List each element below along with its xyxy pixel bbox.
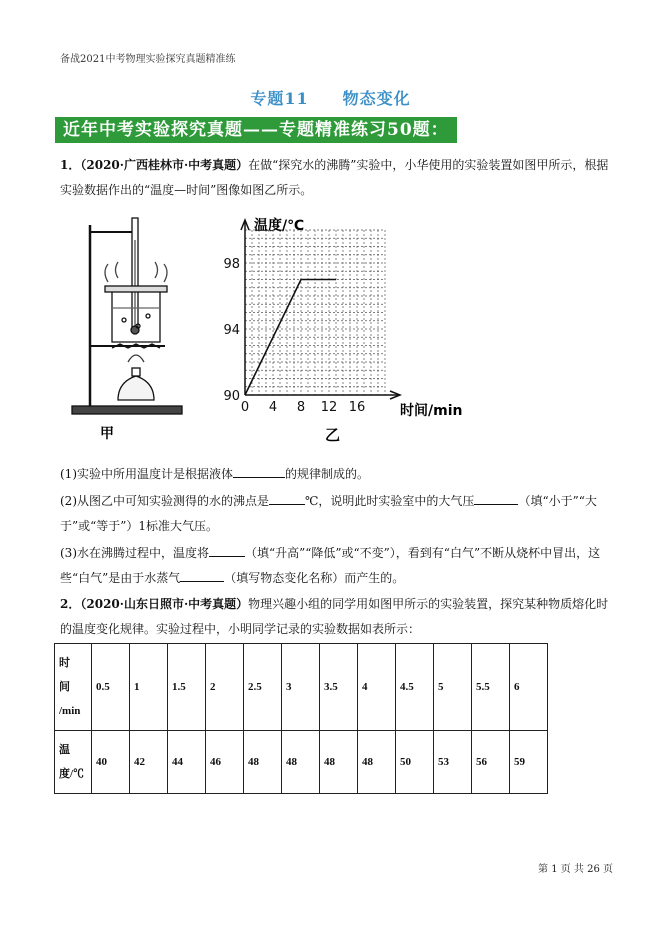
part-1-text-b: 的规律制成的。 [285, 467, 370, 481]
time-value-cell: 4 [358, 644, 396, 731]
beaker-lid [105, 286, 167, 292]
y-tick-label: 94 [223, 323, 240, 338]
temperature-value-cell: 44 [168, 731, 206, 794]
question-2-text: 物理兴趣小组的同学用如图甲所示的实验装置，探究某种物质熔化时的温度变化规律。实验过程中，小明同学记录的实验数据如表所示： [60, 597, 609, 636]
header-note: 备战2021中考物理实验探究真题精准练 [60, 54, 236, 65]
part-2-text-a: (2)从图乙中可知实验测得的水的沸点是 [60, 494, 269, 508]
x-tick-label: 12 [320, 400, 338, 415]
y-tick-label: 90 [223, 389, 240, 404]
time-header-line-2: 间 [59, 681, 70, 693]
temperature-value-cell: 48 [320, 731, 358, 794]
question-1-number: 1 [60, 158, 69, 172]
time-value-cell: 5.5 [472, 644, 510, 731]
section-banner: 近年中考实验探究真题——专题精准练习50题： [55, 117, 457, 143]
time-value-cell: 0.5 [92, 644, 130, 731]
topic-title: 专题11 物态变化 [250, 89, 411, 108]
question-1-text: 在做“探究水的沸腾”实验中，小华使用的实验装置如图甲所示，根据实验数据作出的“温度—时间”图像如图乙所示。 [60, 158, 609, 197]
part-2-text-b: ℃，说明此时实验室中的大气压 [305, 494, 475, 508]
temperature-value-cell: 56 [472, 731, 510, 794]
time-value-cell: 5 [434, 644, 472, 731]
figure-a-label: 甲 [100, 426, 114, 442]
time-value-cell: 2.5 [244, 644, 282, 731]
flame [128, 355, 144, 362]
temperature-header-cell [55, 731, 92, 794]
y-tick-label: 98 [223, 257, 240, 272]
part-3-text-c: （填写物态变化名称）而产生的。 [224, 571, 405, 585]
part-2-text-c: （填“小于”“大于”或“等于”）1标准大气压。 [60, 494, 597, 533]
part-3-text-a: (3)水在沸腾过程中，温度将 [60, 546, 209, 560]
temperature-value-cell: 50 [396, 731, 434, 794]
answer-blank-2[interactable] [269, 490, 305, 505]
time-value-cell: 2 [206, 644, 244, 731]
answer-blank-1[interactable] [233, 463, 285, 478]
answer-blank-3[interactable] [474, 490, 518, 505]
question-1-source: （2020·广西桂林市·中考真题） [80, 158, 249, 172]
question-1-part-2 [60, 489, 615, 539]
time-value-cell: 1.5 [168, 644, 206, 731]
melting-data-table [54, 643, 548, 794]
answer-blank-4[interactable] [209, 542, 245, 557]
x-tick-label: 4 [268, 400, 278, 415]
question-2-number: 2 [60, 597, 69, 611]
answer-blank-5[interactable] [180, 567, 224, 582]
question-2-stem: 2．（2020·山东日照市·中考真题）物理兴趣小组的同学用如图甲所示的实验装置，探究某种物质熔化时的温度变化规律。实验过程中，小明同学记录的实验数据如表所示： [60, 597, 609, 636]
temperature-value-cell: 46 [206, 731, 244, 794]
temperature-time-chart [210, 210, 480, 445]
question-1-stem: 1．（2020·广西桂林市·中考真题）在做“探究水的沸腾”实验中，小华使用的实验装置如图甲所示，根据实验数据作出的“温度—时间”图像如图乙所示。 [60, 158, 609, 197]
alcohol-lamp [118, 376, 154, 400]
time-value-cell: 4.5 [396, 644, 434, 731]
thermometer-bulb [131, 326, 139, 334]
temperature-value-cell: 48 [244, 731, 282, 794]
table-row-time [55, 644, 548, 731]
time-header-line-3: /min [59, 705, 81, 717]
question-2-source: （2020·山东日照市·中考真题） [80, 597, 249, 611]
chart-ylabel: 温度/℃ [254, 218, 305, 234]
temperature-value-cell: 40 [92, 731, 130, 794]
part-3-text-b: （填“升高”“降低”或“不变”），看到有“白气”不断从烧杯中冒出，这些“白气”是由于水蒸气 [60, 546, 601, 585]
x-tick-label: 0 [240, 400, 250, 415]
base-plate [72, 406, 182, 414]
time-value-cell: 1 [130, 644, 168, 731]
question-1-part-1 [60, 462, 615, 487]
x-tick-label: 8 [296, 400, 306, 415]
x-tick-label: 16 [348, 400, 366, 415]
temperature-value-cell: 59 [510, 731, 548, 794]
time-value-cell: 6 [510, 644, 548, 731]
temperature-header-line-2: 度/℃ [59, 768, 85, 780]
time-header-line-1: 时 [59, 657, 70, 669]
temperature-value-cell: 48 [282, 731, 320, 794]
time-header-cell [55, 644, 92, 731]
figure-b-label: 乙 [325, 426, 341, 444]
temperature-value-cell: 53 [434, 731, 472, 794]
table-row-temperature [55, 731, 548, 794]
time-value-cell: 3.5 [320, 644, 358, 731]
question-1-part-3 [60, 541, 615, 591]
part-1-text-a: (1)实验中所用温度计是根据液体 [60, 467, 233, 481]
temperature-value-cell: 48 [358, 731, 396, 794]
chart-xlabel: 时间/min [400, 403, 463, 419]
page-footer: 第 1 页 共 26 页 [538, 864, 613, 875]
temperature-header-line-1: 温 [59, 744, 70, 756]
time-value-cell: 3 [282, 644, 320, 731]
boiling-apparatus-figure [60, 210, 190, 445]
temperature-value-cell: 42 [130, 731, 168, 794]
